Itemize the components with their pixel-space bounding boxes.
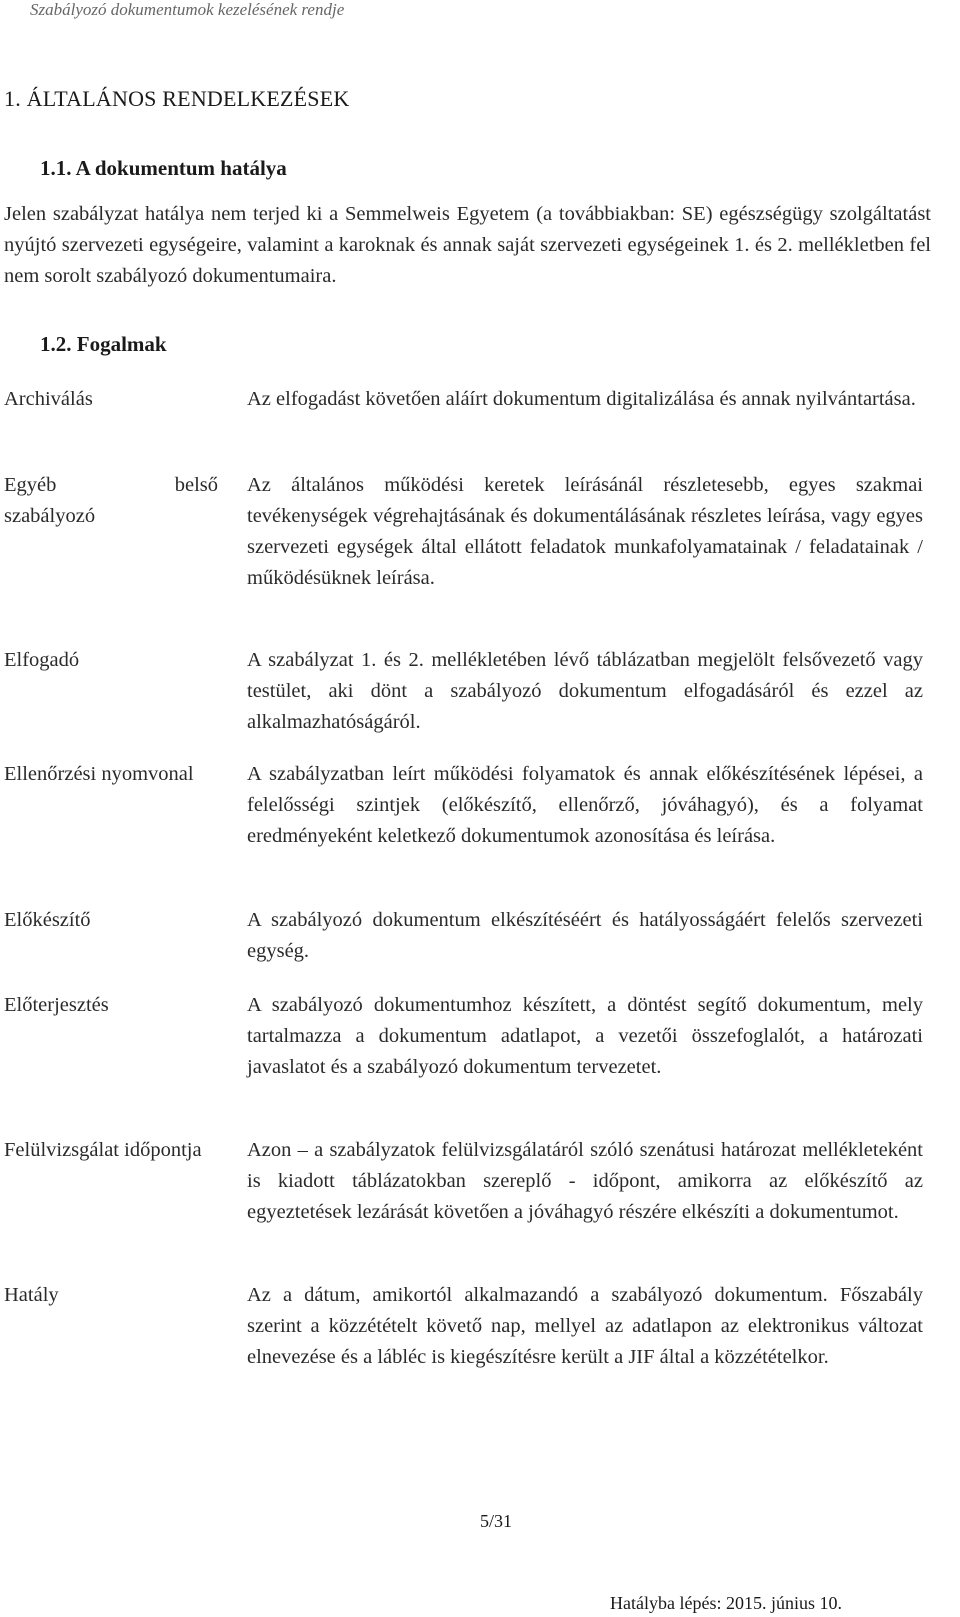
definition-text: A szabályozó dokumentumhoz készített, a döntést segítő dokumentum, mely tartalmazza a dokumentum adatlapot, a vezetői összefoglalót, a határozati javaslatot és a szabályozó dokumentum tervezetet.	[247, 994, 923, 1078]
definition-text: Az általános működési keretek leírásánál részletesebb, egyes szakmai tevékenységek végrehajtásának és dokumentálásának részletes leírása, vagy egyes szervezeti egységek által ellátott feladatok munkafolyamatainak / feladatainak / működésüknek leírása.	[247, 474, 923, 589]
definition-text: A szabályzatban leírt működési folyamatok és annak előkészítésének lépései, a felelősségi szintjek (előkészítő, ellenőrző, jóváhagyó), és a folyamat eredményeként keletkező dokumentumok azonosítása és leírása.	[247, 763, 923, 847]
definition-term: Elfogadó	[4, 649, 80, 671]
definition-term-part: Egyéb	[4, 474, 57, 496]
subsection-heading-scope: 1.1. A dokumentum hatálya	[40, 156, 287, 180]
definition-term: Előkészítő	[4, 909, 91, 931]
definition-term-part: szabályozó	[4, 505, 96, 527]
definition-term: Hatály	[4, 1284, 59, 1306]
running-header: Szabályozó dokumentumok kezelésének rendje	[30, 0, 345, 19]
definition-text: A szabályozó dokumentum elkészítéséért és hatályosságáért felelős szervezeti egység.	[247, 909, 923, 962]
definition-term: Felülvizsgálat időpontja	[4, 1139, 202, 1161]
effective-date: Hatályba lépés: 2015. június 10.	[610, 1593, 842, 1613]
definition-term: Archiválás	[4, 388, 93, 410]
scope-paragraph: Jelen szabályzat hatálya nem terjed ki a Semmelweis Egyetem (a továbbiakban: SE) egészségügy szolgáltatást nyújtó szervezeti egységeire, valamint a karoknak és annak saját szervezeti egységeinek 1. és 2. mellékletben fel nem sorolt szabályozó dokumentumaira.	[4, 203, 931, 287]
definition-text: A szabályzat 1. és 2. mellékletében lévő táblázatban megjelölt felsővezető vagy testület, aki dönt a szabályozó dokumentum elfogadásáról és ezzel az alkalmazhatóságáról.	[247, 649, 923, 733]
definition-term	[4, 470, 218, 532]
subsection-heading-definitions: 1.2. Fogalmak	[40, 332, 167, 356]
section-heading: 1. ÁLTALÁNOS RENDELKEZÉSEK	[4, 86, 350, 111]
definition-text: Az elfogadást követően aláírt dokumentum digitalizálása és annak nyilvántartása.	[247, 388, 916, 410]
page-number: 5/31	[480, 1511, 513, 1531]
definition-text: Azon – a szabályzatok felülvizsgálatáról szóló szenátusi határozat mellékleteként is kiadott táblázatokban szereplő - időpont, amikorra az előkészítő az egyeztetések lezárását követően a jóváhagyó részére elkészíti a dokumentumot.	[247, 1139, 923, 1223]
definition-term: Ellenőrzési nyomvonal	[4, 763, 194, 785]
definition-text: Az a dátum, amikortól alkalmazandó a szabályozó dokumentum. Főszabály szerint a közzétételt követő nap, mellyel az adatlapon az elektronikus változat elnevezése és a lábléc is kiegészítésre került a JIF által a közzétételkor.	[247, 1284, 923, 1368]
definition-term: Előterjesztés	[4, 994, 109, 1016]
definition-term-part: belső	[174, 474, 218, 496]
